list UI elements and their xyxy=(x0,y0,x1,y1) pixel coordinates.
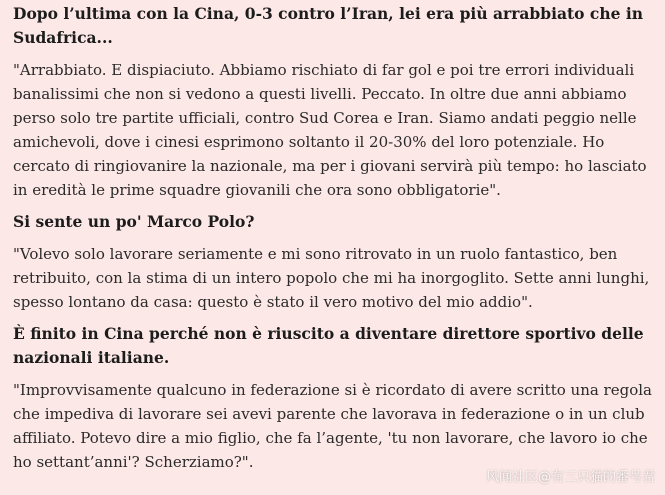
interview-answer: "Arrabbiato. E dispiaciuto. Abbiamo rischiato di far gol e poi tre errori individuali banalissimi che non si vedono a questi livelli. Peccato. In oltre due anni abbiamo perso solo tre partite ufficiali, contro Sud Corea e Iran. Siamo andati peggio nelle amichevoli, dove i cinesi esprimono soltanto il 20-30% del loro potenziale. Ho cercato di ringiovanire la nazionale, ma per i giovani servirà più tempo: ho lasciato in eredità le prime squadre giovanili che ora sono obbligatorie". xyxy=(13,61,647,199)
interview-question: Si sente un po' Marco Polo? xyxy=(13,212,255,231)
interview-answer: "Improvvisamente qualcuno in federazione si è ricordato di avere scritto una regola che impediva di lavorare sei avevi parente che lavorava in federazione o in un club affiliato. Potevo dire a mio figlio, che fa l’agente, 'tu non lavorare, che lavoro io che ho settant’anni'? Scherziamo?". xyxy=(13,381,652,471)
interview-answer: "Volevo solo lavorare seriamente e mi sono ritrovato in un ruolo fantastico, ben retribuito, con la stima di un intero popolo che mi ha inorgoglito. Sette anni lunghi, spesso lontano da casa: questo è stato il vero motivo del mio addio". xyxy=(13,245,650,311)
interview-question: Dopo l’ultima con la Cina, 0-3 contro l’Iran, lei era più arrabbiato che in Sudafrica... xyxy=(13,4,644,47)
interview-question: È finito in Cina perché non è riuscito a diventare direttore sportivo delle nazionali italiane. xyxy=(13,324,644,367)
article-body xyxy=(13,2,653,482)
watermark: 风闻社区@有三只猫的番号君 xyxy=(485,470,655,485)
